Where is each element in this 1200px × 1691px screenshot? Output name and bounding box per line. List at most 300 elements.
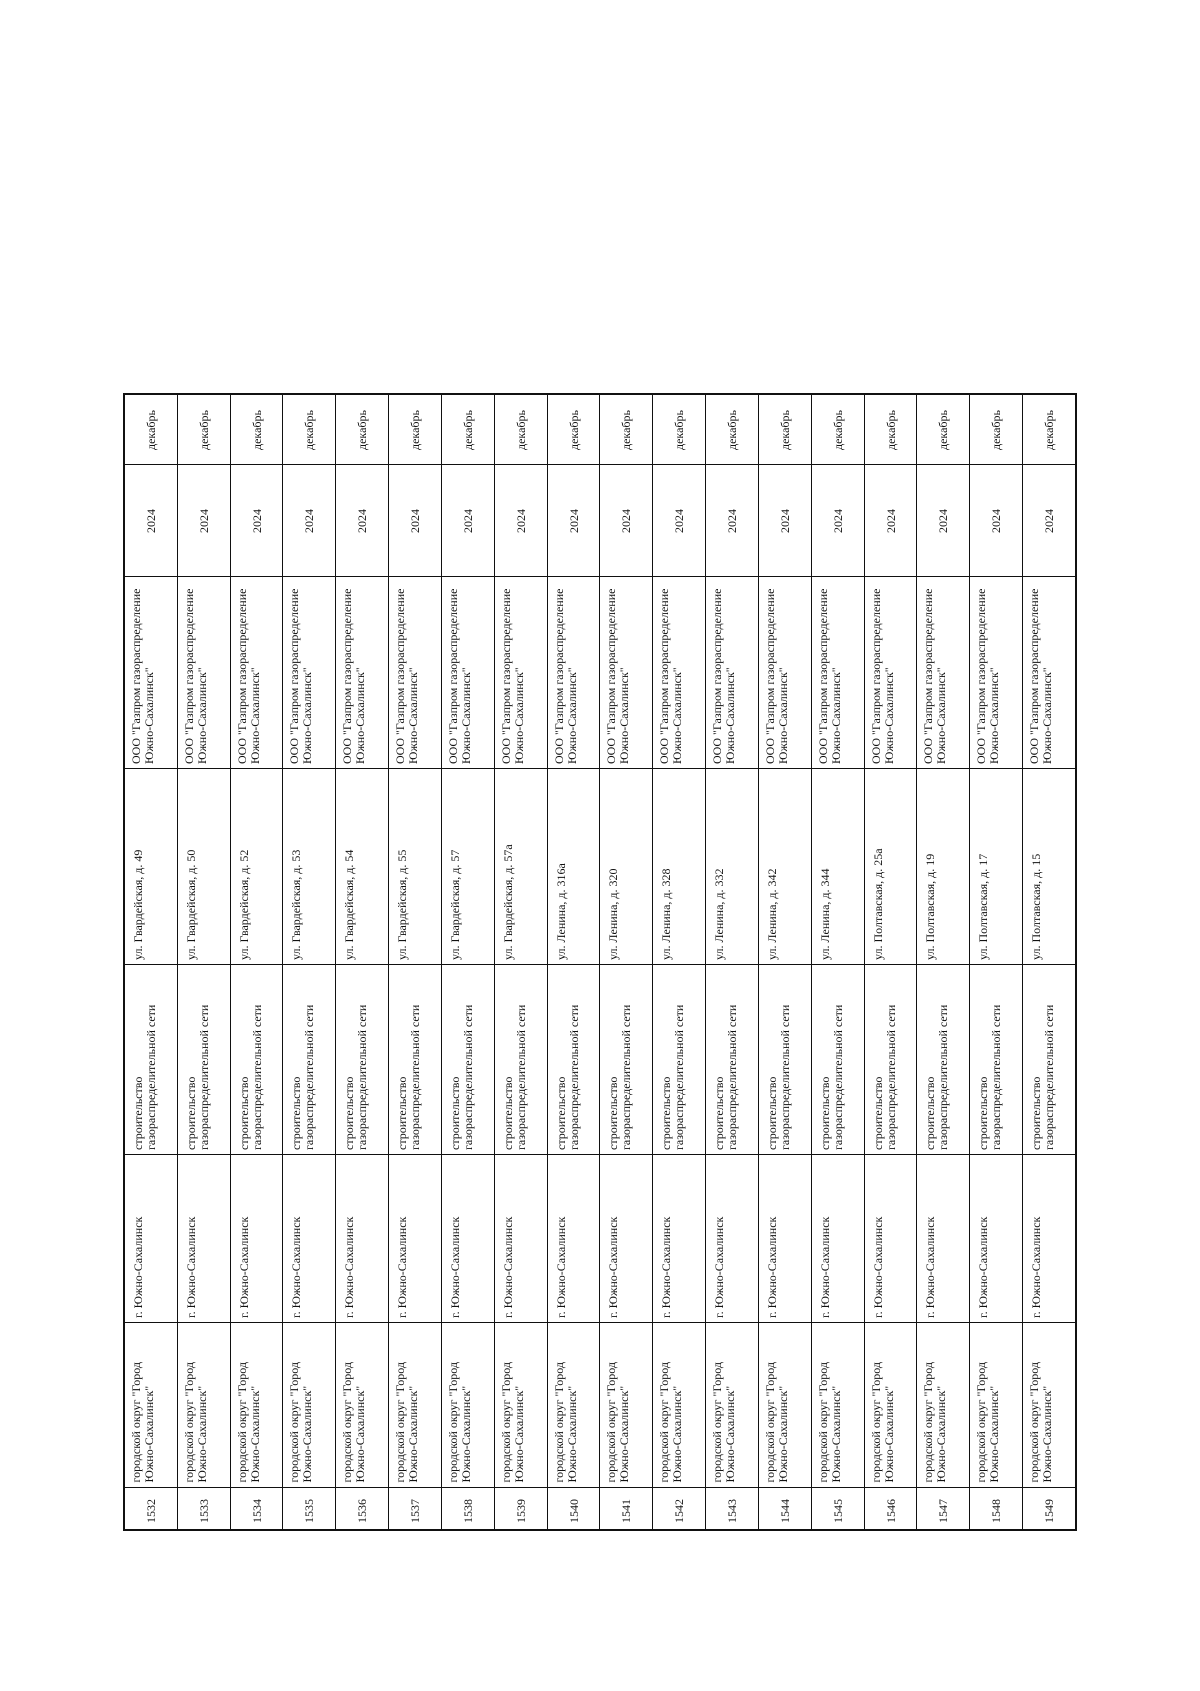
work-type-text: строительство газораспределительной сети — [183, 1004, 211, 1150]
month-text: декабрь — [988, 409, 1003, 450]
year-cell — [283, 465, 335, 577]
city-cell — [389, 1155, 441, 1323]
municipality-text: городской округ "Город Южно-Сахалинск" — [974, 1362, 1002, 1483]
city-cell — [178, 1155, 230, 1323]
row-number-text: 1536 — [354, 1498, 369, 1523]
work-type-text: строительство газораспределительной сети — [817, 1004, 845, 1150]
owner-cell — [600, 577, 652, 769]
month-cell — [600, 395, 652, 465]
city-cell — [759, 1155, 811, 1323]
address-cell — [600, 769, 652, 965]
municipality-text: городской округ "Город Южно-Сахалинск" — [340, 1362, 368, 1483]
address-text: ул. Полтавская, д. 19 — [923, 853, 938, 960]
table-row — [125, 395, 178, 1529]
month-cell — [495, 395, 547, 465]
row-number-text: 1541 — [618, 1498, 633, 1523]
row-number-text: 1539 — [513, 1498, 528, 1523]
month-cell — [812, 395, 864, 465]
owner-text: ООО "Газпром газораспределение Южно-Сахалинск" — [551, 588, 579, 764]
year-text: 2024 — [407, 508, 422, 533]
municipality-text: городской округ "Город Южно-Сахалинск" — [234, 1362, 262, 1483]
month-text: декабрь — [935, 409, 950, 450]
owner-cell — [125, 577, 177, 769]
work-type-text: строительство газораспределительной сети — [130, 1004, 158, 1150]
city-text: г. Южно-Сахалинск — [764, 1216, 779, 1318]
table-row — [336, 395, 389, 1529]
work-type-text: строительство газораспределительной сети — [870, 1004, 898, 1150]
year-cell — [231, 465, 283, 577]
month-cell — [917, 395, 969, 465]
row-number-text: 1537 — [407, 1498, 422, 1523]
owner-cell — [389, 577, 441, 769]
municipality-text: городской округ "Город Южно-Сахалинск" — [762, 1362, 790, 1483]
municipality-text: городской округ "Город Южно-Сахалинск" — [921, 1362, 949, 1483]
address-text: ул. Ленина, д. 332 — [712, 867, 727, 960]
month-text: декабрь — [407, 409, 422, 450]
year-cell — [600, 465, 652, 577]
owner-cell — [495, 577, 547, 769]
row-number-cell — [178, 1488, 230, 1533]
year-text: 2024 — [301, 508, 316, 533]
month-cell — [970, 395, 1022, 465]
address-cell — [759, 769, 811, 965]
row-number-cell — [865, 1488, 917, 1533]
table-row — [495, 395, 548, 1529]
owner-text: ООО "Газпром газораспределение Южно-Сахалинск" — [498, 588, 526, 764]
row-number-cell — [389, 1488, 441, 1533]
work-type-text: строительство газораспределительной сети — [712, 1004, 740, 1150]
month-text: декабрь — [777, 409, 792, 450]
owner-cell — [1023, 577, 1075, 769]
row-number-cell — [917, 1488, 969, 1533]
owner-cell — [706, 577, 758, 769]
city-text: г. Южно-Сахалинск — [395, 1216, 410, 1318]
owner-cell — [653, 577, 705, 769]
year-text: 2024 — [777, 508, 792, 533]
gas-network-table — [123, 393, 1077, 1531]
table-row — [231, 395, 284, 1529]
year-text: 2024 — [1041, 508, 1056, 533]
owner-cell — [865, 577, 917, 769]
year-cell — [865, 465, 917, 577]
year-cell — [495, 465, 547, 577]
row-number-text: 1543 — [724, 1498, 739, 1523]
year-text: 2024 — [354, 508, 369, 533]
address-text: ул. Гвардейская, д. 55 — [395, 849, 410, 960]
address-text: ул. Полтавская, д. 15 — [1028, 853, 1043, 960]
table-row — [548, 395, 601, 1529]
work-type-text: строительство газораспределительной сети — [1028, 1004, 1056, 1150]
city-cell — [917, 1155, 969, 1323]
year-cell — [706, 465, 758, 577]
municipality-text: городской округ "Город Южно-Сахалинск" — [657, 1362, 685, 1483]
municipality-cell — [389, 1323, 441, 1488]
row-number-text: 1544 — [777, 1498, 792, 1523]
municipality-text: городской округ "Город Южно-Сахалинск" — [128, 1362, 156, 1483]
month-cell — [1023, 395, 1075, 465]
municipality-cell — [600, 1323, 652, 1488]
year-cell — [917, 465, 969, 577]
city-cell — [1023, 1155, 1075, 1323]
address-text: ул. Ленина, д. 320 — [606, 867, 621, 960]
row-number-text: 1540 — [566, 1498, 581, 1523]
owner-text: ООО "Газпром газораспределение Южно-Сахалинск" — [1026, 588, 1054, 764]
work-type-cell — [548, 965, 600, 1155]
month-cell — [389, 395, 441, 465]
municipality-text: городской округ "Город Южно-Сахалинск" — [181, 1362, 209, 1483]
city-text: г. Южно-Сахалинск — [130, 1216, 145, 1318]
year-text: 2024 — [143, 508, 158, 533]
year-text: 2024 — [618, 508, 633, 533]
row-number-text: 1545 — [830, 1498, 845, 1523]
work-type-text: строительство газораспределительной сети — [395, 1004, 423, 1150]
row-number-text: 1538 — [460, 1498, 475, 1523]
table-row — [389, 395, 442, 1529]
work-type-text: строительство газораспределительной сети — [447, 1004, 475, 1150]
address-cell — [1023, 769, 1075, 965]
work-type-text: строительство газораспределительной сети — [236, 1004, 264, 1150]
year-cell — [389, 465, 441, 577]
address-text: ул. Ленина, д. 316а — [553, 862, 568, 960]
owner-cell — [548, 577, 600, 769]
address-text: ул. Гвардейская, д. 49 — [130, 849, 145, 960]
address-cell — [125, 769, 177, 965]
month-cell — [178, 395, 230, 465]
owner-text: ООО "Газпром газораспределение Южно-Сахалинск" — [657, 588, 685, 764]
address-cell — [389, 769, 441, 965]
work-type-cell — [125, 965, 177, 1155]
address-cell — [970, 769, 1022, 965]
municipality-text: городской округ "Город Южно-Сахалинск" — [393, 1362, 421, 1483]
month-text: декабрь — [196, 409, 211, 450]
city-text: г. Южно-Сахалинск — [289, 1216, 304, 1318]
owner-cell — [442, 577, 494, 769]
owner-cell — [812, 577, 864, 769]
city-text: г. Южно-Сахалинск — [817, 1216, 832, 1318]
owner-text: ООО "Газпром газораспределение Южно-Сахалинск" — [710, 588, 738, 764]
city-cell — [336, 1155, 388, 1323]
work-type-cell — [706, 965, 758, 1155]
month-text: декабрь — [143, 409, 158, 450]
month-text: декабрь — [671, 409, 686, 450]
work-type-text: строительство газораспределительной сети — [923, 1004, 951, 1150]
city-text: г. Южно-Сахалинск — [923, 1216, 938, 1318]
municipality-cell — [917, 1323, 969, 1488]
month-cell — [283, 395, 335, 465]
municipality-text: городской округ "Город Южно-Сахалинск" — [815, 1362, 843, 1483]
owner-text: ООО "Газпром газораспределение Южно-Сахалинск" — [815, 588, 843, 764]
year-cell — [970, 465, 1022, 577]
work-type-cell — [442, 965, 494, 1155]
owner-cell — [231, 577, 283, 769]
address-cell — [865, 769, 917, 965]
address-text: ул. Полтавская, д. 17 — [976, 853, 991, 960]
month-text: декабрь — [513, 409, 528, 450]
month-text: декабрь — [354, 409, 369, 450]
year-cell — [653, 465, 705, 577]
municipality-cell — [495, 1323, 547, 1488]
municipality-text: городской округ "Город Южно-Сахалинск" — [551, 1362, 579, 1483]
work-type-text: строительство газораспределительной сети — [976, 1004, 1004, 1150]
owner-cell — [759, 577, 811, 769]
row-number-cell — [653, 1488, 705, 1533]
work-type-text: строительство газораспределительной сети — [500, 1004, 528, 1150]
work-type-cell — [812, 965, 864, 1155]
address-cell — [653, 769, 705, 965]
owner-text: ООО "Газпром газораспределение Южно-Сахалинск" — [445, 588, 473, 764]
table-row — [283, 395, 336, 1529]
table-row — [865, 395, 918, 1529]
city-text: г. Южно-Сахалинск — [236, 1216, 251, 1318]
year-cell — [548, 465, 600, 577]
month-cell — [759, 395, 811, 465]
municipality-cell — [336, 1323, 388, 1488]
year-text: 2024 — [513, 508, 528, 533]
owner-text: ООО "Газпром газораспределение Южно-Сахалинск" — [974, 588, 1002, 764]
year-cell — [759, 465, 811, 577]
year-text: 2024 — [988, 508, 1003, 533]
city-text: г. Южно-Сахалинск — [1028, 1216, 1043, 1318]
municipality-text: городской округ "Город Южно-Сахалинск" — [1026, 1362, 1054, 1483]
table-row — [178, 395, 231, 1529]
owner-cell — [917, 577, 969, 769]
row-number-text: 1548 — [988, 1498, 1003, 1523]
month-cell — [231, 395, 283, 465]
city-cell — [231, 1155, 283, 1323]
owner-text: ООО "Газпром газораспределение Южно-Сахалинск" — [128, 588, 156, 764]
owner-text: ООО "Газпром газораспределение Южно-Сахалинск" — [868, 588, 896, 764]
municipality-text: городской округ "Город Южно-Сахалинск" — [868, 1362, 896, 1483]
month-cell — [336, 395, 388, 465]
year-text: 2024 — [935, 508, 950, 533]
year-text: 2024 — [724, 508, 739, 533]
city-text: г. Южно-Сахалинск — [342, 1216, 357, 1318]
address-text: ул. Ленина, д. 328 — [659, 867, 674, 960]
address-text: ул. Ленина, д. 342 — [764, 867, 779, 960]
address-text: ул. Гвардейская, д. 53 — [289, 849, 304, 960]
table-row — [812, 395, 865, 1529]
city-text: г. Южно-Сахалинск — [606, 1216, 621, 1318]
work-type-cell — [389, 965, 441, 1155]
row-number-cell — [283, 1488, 335, 1533]
month-text: декабрь — [460, 409, 475, 450]
city-cell — [495, 1155, 547, 1323]
work-type-cell — [759, 965, 811, 1155]
owner-text: ООО "Газпром газораспределение Южно-Сахалинск" — [287, 588, 315, 764]
work-type-cell — [917, 965, 969, 1155]
address-text: ул. Гвардейская, д. 57 — [447, 849, 462, 960]
month-text: декабрь — [883, 409, 897, 450]
owner-cell — [178, 577, 230, 769]
municipality-text: городской округ "Город Южно-Сахалинск" — [445, 1362, 473, 1483]
municipality-text: городской округ "Город Южно-Сахалинск" — [710, 1362, 738, 1483]
owner-cell — [283, 577, 335, 769]
row-number-cell — [125, 1488, 177, 1533]
year-text: 2024 — [460, 508, 475, 533]
month-cell — [653, 395, 705, 465]
city-cell — [706, 1155, 758, 1323]
city-cell — [125, 1155, 177, 1323]
work-type-text: строительство газораспределительной сети — [553, 1004, 581, 1150]
address-cell — [706, 769, 758, 965]
address-cell — [336, 769, 388, 965]
address-cell — [231, 769, 283, 965]
address-cell — [495, 769, 547, 965]
table-row — [442, 395, 495, 1529]
municipality-cell — [1023, 1323, 1075, 1488]
owner-text: ООО "Газпром газораспределение Южно-Сахалинск" — [340, 588, 368, 764]
work-type-cell — [865, 965, 917, 1155]
municipality-cell — [548, 1323, 600, 1488]
row-number-cell — [970, 1488, 1022, 1533]
row-number-cell — [759, 1488, 811, 1533]
work-type-text: строительство газораспределительной сети — [659, 1004, 687, 1150]
work-type-cell — [653, 965, 705, 1155]
owner-text: ООО "Газпром газораспределение Южно-Сахалинск" — [393, 588, 421, 764]
table-row — [970, 395, 1023, 1529]
work-type-cell — [178, 965, 230, 1155]
row-number-cell — [495, 1488, 547, 1533]
municipality-text: городской округ "Город Южно-Сахалинск" — [287, 1362, 315, 1483]
year-text: 2024 — [566, 508, 581, 533]
month-cell — [706, 395, 758, 465]
year-text: 2024 — [883, 508, 897, 533]
municipality-cell — [970, 1323, 1022, 1488]
table-row — [600, 395, 653, 1529]
owner-text: ООО "Газпром газораспределение Южно-Сахалинск" — [181, 588, 209, 764]
month-text: декабрь — [830, 409, 845, 450]
city-cell — [283, 1155, 335, 1323]
city-text: г. Южно-Сахалинск — [183, 1216, 198, 1318]
work-type-cell — [495, 965, 547, 1155]
municipality-text: городской округ "Город Южно-Сахалинск" — [498, 1362, 526, 1483]
city-text: г. Южно-Сахалинск — [870, 1216, 885, 1318]
work-type-cell — [970, 965, 1022, 1155]
month-cell — [125, 395, 177, 465]
table-row — [917, 395, 970, 1529]
municipality-cell — [653, 1323, 705, 1488]
work-type-text: строительство газораспределительной сети — [764, 1004, 792, 1150]
year-text: 2024 — [830, 508, 845, 533]
city-cell — [865, 1155, 917, 1323]
municipality-cell — [231, 1323, 283, 1488]
row-number-cell — [600, 1488, 652, 1533]
month-text: декабрь — [301, 409, 316, 450]
city-cell — [812, 1155, 864, 1323]
address-text: ул. Гвардейская, д. 52 — [236, 849, 251, 960]
municipality-cell — [442, 1323, 494, 1488]
work-type-cell — [231, 965, 283, 1155]
year-text: 2024 — [249, 508, 264, 533]
row-number-cell — [1023, 1488, 1075, 1533]
month-cell — [442, 395, 494, 465]
city-text: г. Южно-Сахалинск — [976, 1216, 991, 1318]
municipality-cell — [283, 1323, 335, 1488]
address-cell — [283, 769, 335, 965]
address-cell — [917, 769, 969, 965]
month-cell — [548, 395, 600, 465]
year-cell — [1023, 465, 1075, 577]
owner-text: ООО "Газпром газораспределение Южно-Сахалинск" — [604, 588, 632, 764]
row-number-cell — [548, 1488, 600, 1533]
owner-cell — [336, 577, 388, 769]
month-text: декабрь — [1041, 409, 1056, 450]
address-cell — [548, 769, 600, 965]
table-row — [653, 395, 706, 1529]
address-text: ул. Гвардейская, д. 54 — [342, 849, 357, 960]
year-text: 2024 — [671, 508, 686, 533]
city-text: г. Южно-Сахалинск — [447, 1216, 462, 1318]
month-text: декабрь — [618, 409, 633, 450]
row-number-text: 1534 — [249, 1498, 264, 1523]
municipality-cell — [706, 1323, 758, 1488]
city-text: г. Южно-Сахалинск — [712, 1216, 727, 1318]
row-number-text: 1535 — [301, 1498, 316, 1523]
month-text: декабрь — [249, 409, 264, 450]
table-row — [1023, 395, 1075, 1529]
row-number-text: 1547 — [935, 1498, 950, 1523]
owner-text: ООО "Газпром газораспределение Южно-Сахалинск" — [762, 588, 790, 764]
year-cell — [336, 465, 388, 577]
row-number-text: 1546 — [883, 1498, 897, 1523]
city-text: г. Южно-Сахалинск — [553, 1216, 568, 1318]
year-cell — [178, 465, 230, 577]
row-number-text: 1532 — [143, 1498, 158, 1523]
municipality-cell — [125, 1323, 177, 1488]
municipality-cell — [178, 1323, 230, 1488]
address-text: ул. Полтавская, д. 25а — [870, 847, 885, 960]
address-cell — [442, 769, 494, 965]
work-type-text: строительство газораспределительной сети — [289, 1004, 317, 1150]
work-type-cell — [1023, 965, 1075, 1155]
municipality-cell — [759, 1323, 811, 1488]
address-text: ул. Гвардейская, д. 50 — [183, 849, 198, 960]
work-type-cell — [336, 965, 388, 1155]
city-text: г. Южно-Сахалинск — [659, 1216, 674, 1318]
city-text: г. Южно-Сахалинск — [500, 1216, 515, 1318]
work-type-text: строительство газораспределительной сети — [606, 1004, 634, 1150]
work-type-cell — [283, 965, 335, 1155]
municipality-cell — [812, 1323, 864, 1488]
address-text: ул. Гвардейская, д. 57а — [500, 843, 515, 960]
address-text: ул. Ленина, д. 344 — [817, 867, 832, 960]
city-cell — [548, 1155, 600, 1323]
row-number-cell — [706, 1488, 758, 1533]
row-number-cell — [812, 1488, 864, 1533]
month-text: декабрь — [724, 409, 739, 450]
owner-cell — [970, 577, 1022, 769]
row-number-cell — [442, 1488, 494, 1533]
work-type-cell — [600, 965, 652, 1155]
year-cell — [125, 465, 177, 577]
table-row — [759, 395, 812, 1529]
address-cell — [178, 769, 230, 965]
city-cell — [442, 1155, 494, 1323]
city-cell — [653, 1155, 705, 1323]
row-number-cell — [336, 1488, 388, 1533]
municipality-cell — [865, 1323, 917, 1488]
owner-text: ООО "Газпром газораспределение Южно-Сахалинск" — [234, 588, 262, 764]
row-number-text: 1549 — [1041, 1498, 1056, 1523]
work-type-text: строительство газораспределительной сети — [342, 1004, 370, 1150]
month-text: декабрь — [566, 409, 581, 450]
city-cell — [970, 1155, 1022, 1323]
address-cell — [812, 769, 864, 965]
year-cell — [812, 465, 864, 577]
year-cell — [442, 465, 494, 577]
city-cell — [600, 1155, 652, 1323]
table-row — [706, 395, 759, 1529]
